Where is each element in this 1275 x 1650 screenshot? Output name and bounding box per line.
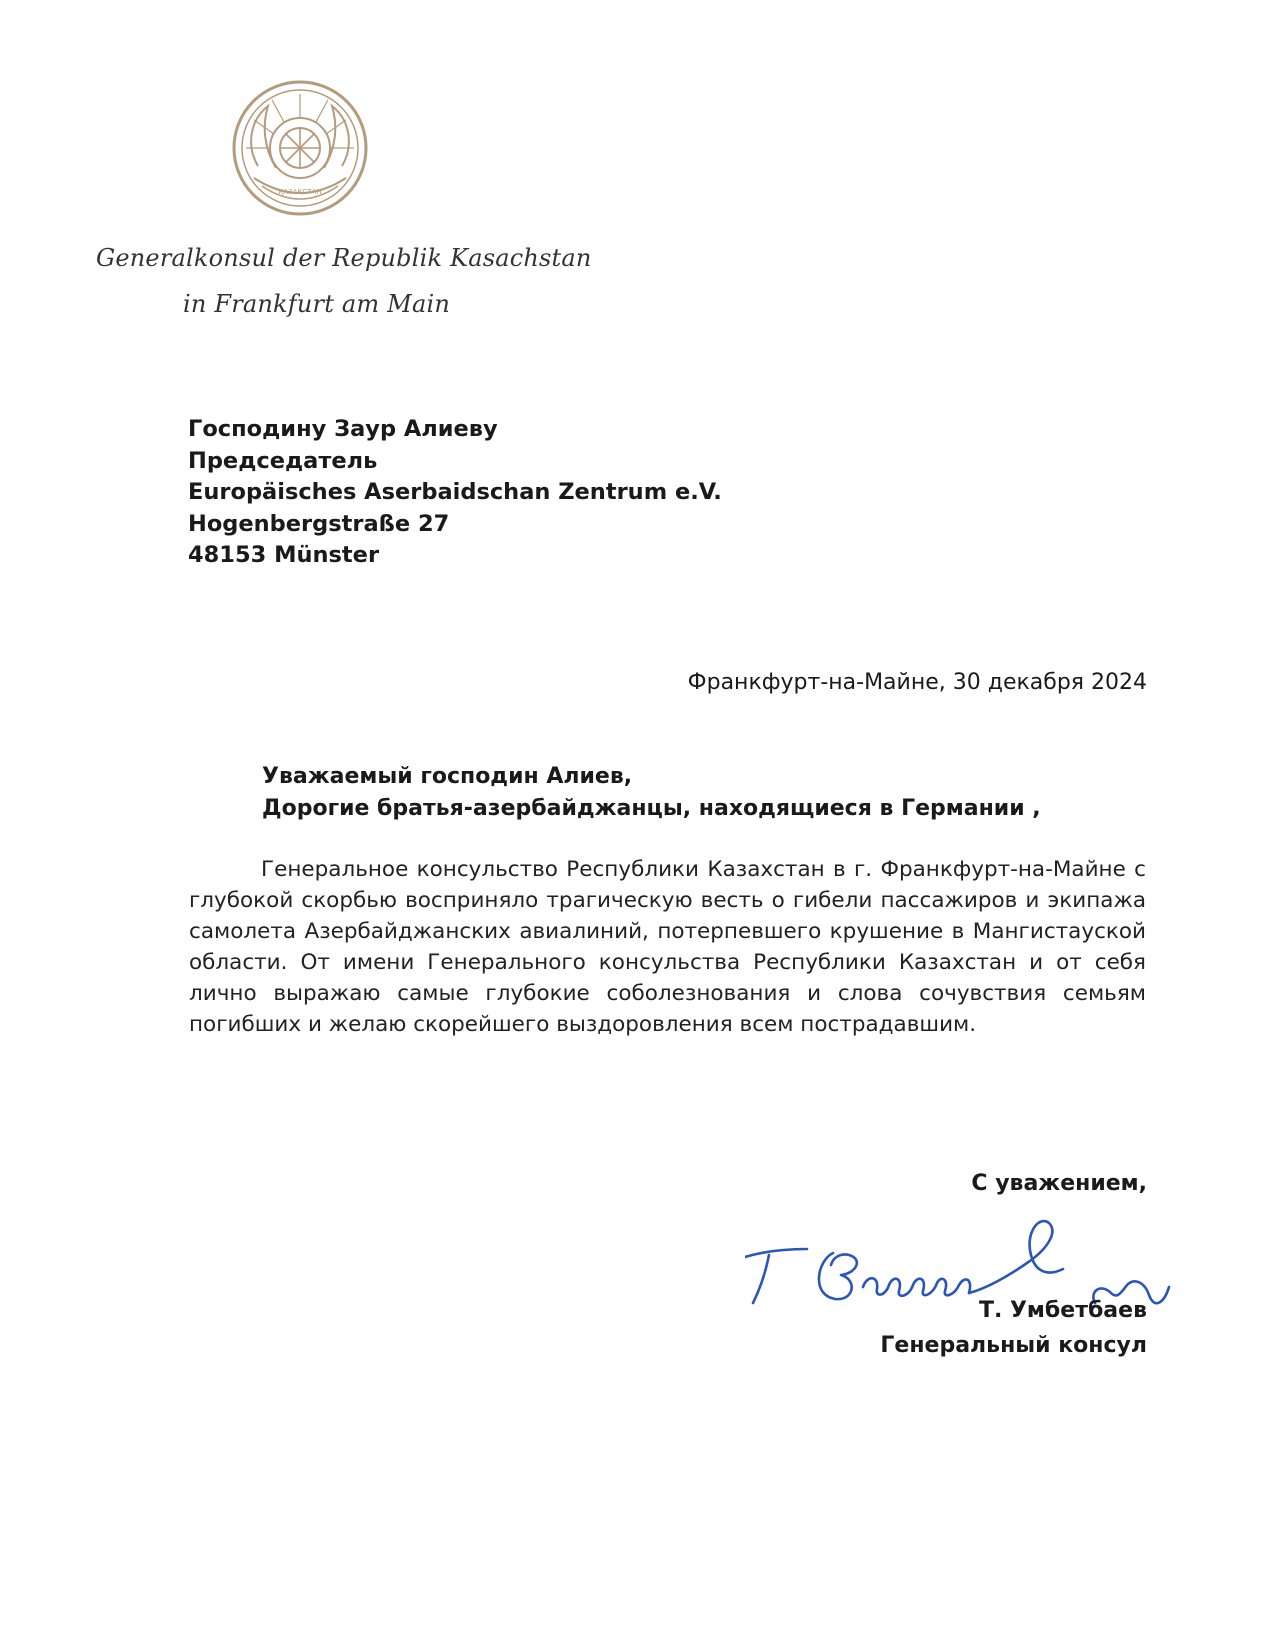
recipient-name: Господину Заур Алиеву	[188, 416, 498, 442]
closing-phrase: С уважением,	[971, 1171, 1147, 1196]
recipient-position: Председатель	[188, 447, 378, 474]
signer-block	[880, 1293, 1147, 1363]
salutation-line-1: Уважаемый господин Алиев,	[262, 764, 633, 789]
state-emblem-icon	[228, 76, 372, 220]
signer-title: Генеральный консул	[880, 1333, 1147, 1358]
salutation	[262, 761, 1041, 824]
letter-date: Франкфурт-на-Майне, 30 декабря 2024	[687, 670, 1147, 695]
letterhead-line-1: Generalkonsul der Republik Kasachstan	[96, 244, 592, 272]
recipient-city: 48153 Münster	[188, 542, 380, 568]
salutation-line-2: Дорогие братья-азербайджанцы, находящиеся в Германии ,	[262, 795, 1041, 821]
recipient-organization: Europäisches Aserbaidschan Zentrum e.V.	[188, 479, 722, 505]
svg-text:ҚАЗАҚСТАН: ҚАЗАҚСТАН	[278, 188, 322, 196]
signer-name: Т. Умбетбаев	[978, 1298, 1147, 1323]
recipient-street: Hogenbergstraße 27	[188, 510, 450, 537]
letterhead-line-2: in Frankfurt am Main	[183, 290, 450, 318]
letter-body: Генеральное консульство Республики Казахстан в г. Франкфурт-на-Майне с глубокой скорбью восприняло трагическую весть о гибели пассажиров и экипажа самолета Азербайджанских авиалиний, потерпевшего крушение в Мангистауской области. От имени Генерального консульства Республики Казахстан и от себя лично выражаю самые глубокие соболезнования и слова сочувствия семьям погибших и желаю скорейшего выздоровления всем пострадавшим.	[189, 857, 1146, 1037]
recipient-address-block	[188, 414, 722, 572]
